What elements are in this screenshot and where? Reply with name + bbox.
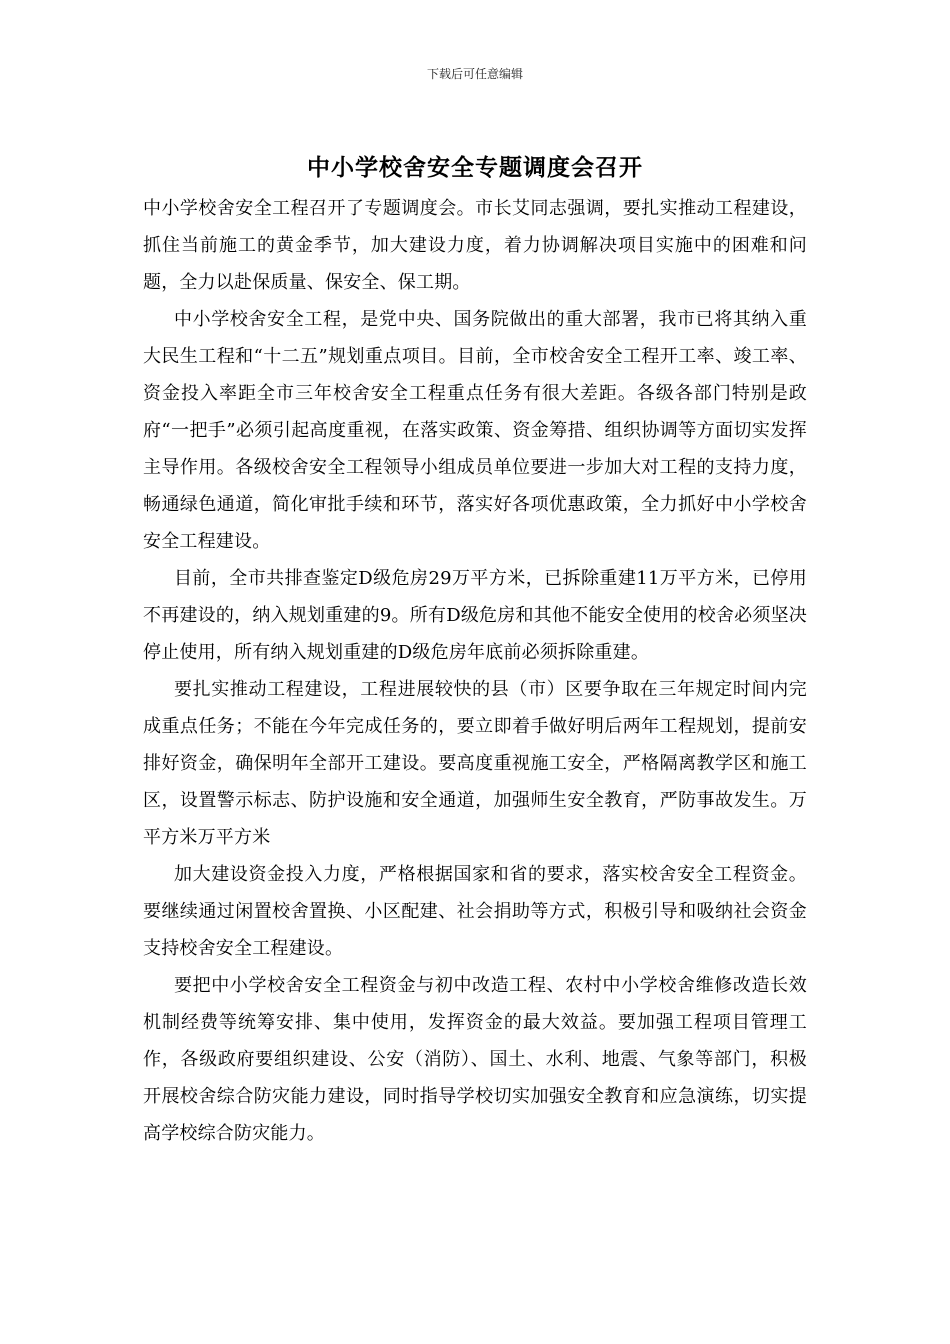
document-title: 中小学校舍安全专题调度会召开 [307, 154, 643, 181]
paragraph-funding: 加大建设资金投入力度，严格根据国家和省的要求，落实校舍安全工程资金。要继续通过闲置校舍置换、小区配建、社会捐助等方式，积极引导和吸纳社会资金支持校舍安全工程建设。 [143, 864, 807, 959]
paragraph-intro: 中小学校舍安全工程召开了专题调度会。市长艾同志强调，要扎实推动工程建设，抓住当前施工的黄金季节，加大建设力度，着力协调解决项目实施中的困难和问题，全力以赴保质量、保安全、保工期。 [143, 198, 807, 293]
paragraph-policy: 中小学校舍安全工程，是党中央、国务院做出的重大部署，我市已将其纳入重大民生工程和“十二五”规划重点项目。目前，全市校舍安全工程开工率、竣工率、资金投入率距全市三年校舍安全工程重点任务有很大差距。各级各部门特别是政府“一把手”必须引起高度重视，在落实政策、资金筹措、组织协调等方面切实发挥主导作用。各级校舍安全工程领导小组成员单位要进一步加大对工程的支持力度，畅通绿色通道，简化审批手续和环节，落实好各项优惠政策，全力抓好中小学校舍安全工程建设。 [143, 309, 807, 552]
paragraph-construction: 要扎实推动工程建设，工程进展较快的县（市）区要争取在三年规定时间内完成重点任务；不能在今年完成任务的，要立即着手做好明后两年工程规划，提前安排好资金，确保明年全部开工建设。要高度重视施工安全，严格隔离教学区和施工区，设置警示标志、防护设施和安全通道，加强师生安全教育，严防事故发生。万平方米万平方米 [143, 679, 807, 848]
paragraph-statistics: 目前，全市共排查鉴定D级危房29万平方米，已拆除重建11万平方米，已停用不再建设的，纳入规划重建的9。所有D级危房和其他不能安全使用的校舍必须坚决停止使用，所有纳入规划重建的D级危房年底前必须拆除重建。 [143, 568, 807, 663]
document-body [143, 190, 807, 1152]
page-header-note: 下载后可任意编辑 [426, 67, 523, 81]
paragraph-disaster-prevention: 要把中小学校舍安全工程资金与初中改造工程、农村中小学校舍维修改造长效机制经费等统筹安排、集中使用，发挥资金的最大效益。要加强工程项目管理工作，各级政府要组织建设、公安（消防）、国土、水利、地震、气象等部门，积极开展校舍综合防灾能力建设，同时指导学校切实加强安全教育和应急演练，切实提高学校综合防灾能力。 [143, 975, 807, 1144]
